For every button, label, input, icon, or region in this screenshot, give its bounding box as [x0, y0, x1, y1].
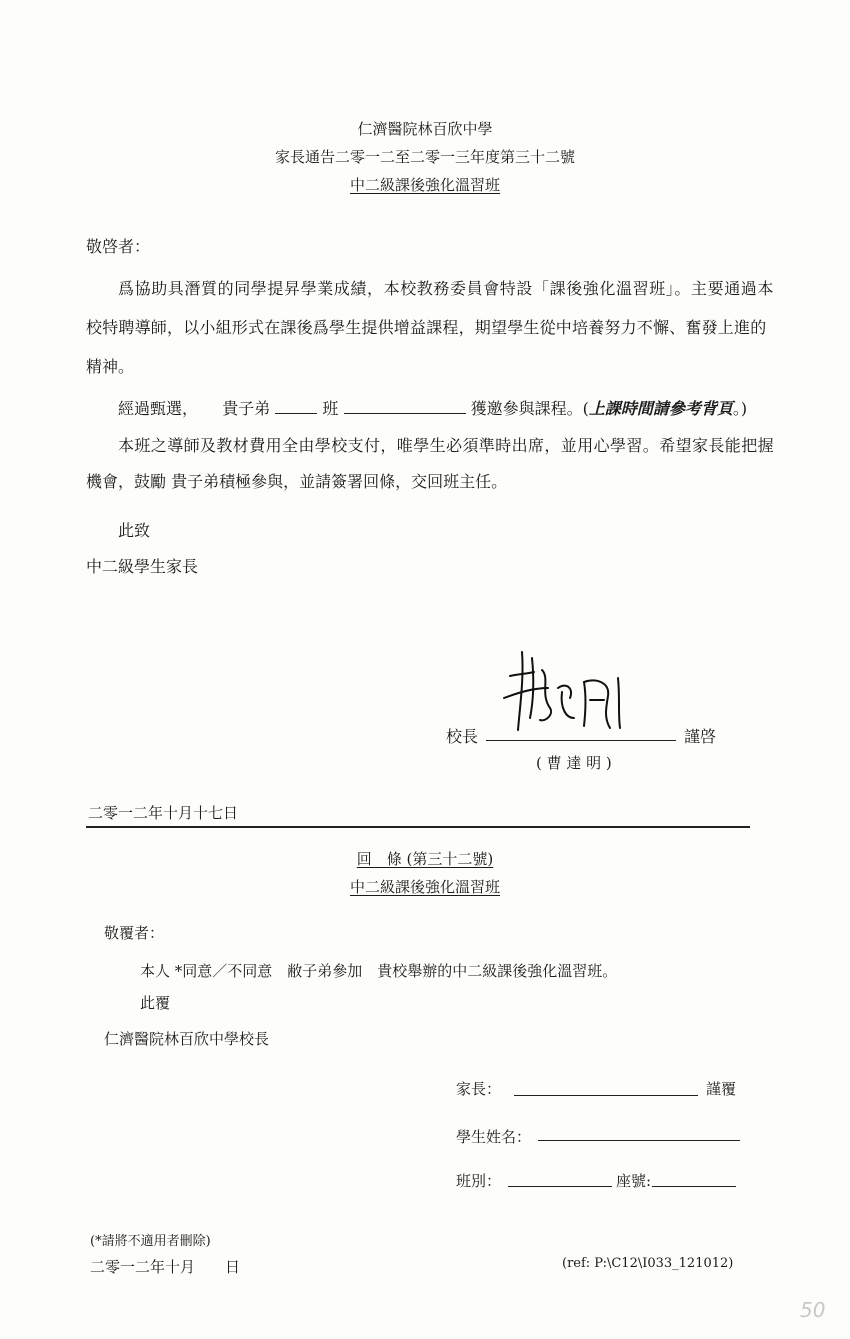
- reply-date: 二零一二年十月 日: [90, 1258, 241, 1276]
- paragraph-1-line-3: 精神。: [86, 357, 135, 376]
- class-blank[interactable]: [275, 399, 317, 414]
- recipient: 中二級學生家長: [86, 557, 199, 576]
- paragraph-2-text-e: 。): [732, 399, 748, 418]
- class-label: 班別：: [456, 1172, 502, 1190]
- reply-subject: 中二級課後強化溫習班: [349, 878, 500, 896]
- principal-signature-line: [486, 740, 676, 741]
- principal-name: ( 曹 達 明 ): [536, 754, 612, 772]
- paragraph-2-text-b: 貴子弟: [222, 399, 271, 418]
- paragraph-2-text-d: 獲邀參與課程。(: [470, 399, 589, 418]
- tear-off-divider: [86, 826, 750, 828]
- letter-date: 二零一二年十月十七日: [88, 804, 239, 822]
- salutation: 敬啓者：: [86, 237, 151, 256]
- seat-label: 座號:: [616, 1172, 652, 1190]
- parent-respect: 謹覆: [706, 1080, 737, 1098]
- reply-salutation: 敬覆者：: [104, 924, 165, 942]
- principal-respect: 謹啓: [684, 727, 717, 746]
- paragraph-1-line-2: 校特聘導師，以小組形式在課後爲學生提供增益課程，期望學生從中培養努力不懈、奮發上進的: [86, 318, 767, 337]
- parent-label: 家長：: [456, 1080, 502, 1098]
- deletion-note: (*請將不適用者刪除): [90, 1234, 211, 1249]
- corner-page-mark: 50: [800, 1298, 826, 1322]
- student-name-label: 學生姓名：: [456, 1128, 532, 1146]
- principal-signature: [500, 648, 640, 740]
- paragraph-2-text-a: 經過甄選，: [118, 399, 199, 418]
- reply-body: 本人 *同意／不同意 敝子弟參加 貴校舉辦的中二級課後強化溫習班。: [140, 962, 618, 980]
- student-name-blank[interactable]: [344, 399, 466, 414]
- reply-recipient: 仁濟醫院林百欣中學校長: [104, 1030, 270, 1048]
- paragraph-1-line-1: 爲協助具潛質的同學提昇學業成績，本校教務委員會特設「課後強化溫習班」。主要通過本: [118, 279, 775, 298]
- parent-signature-field[interactable]: [514, 1095, 698, 1096]
- reference-code: (ref: P:\C12\I033_121012): [562, 1256, 734, 1271]
- principal-label: 校長: [446, 727, 479, 746]
- student-name-field[interactable]: [538, 1140, 740, 1141]
- paragraph-2: [118, 396, 747, 419]
- closing: 此致: [118, 521, 151, 540]
- reply-title: 回 條 (第三十二號): [356, 850, 494, 868]
- paragraph-3-line-2: 機會，鼓勵 貴子弟積極參與，並請簽署回條，交回班主任。: [86, 472, 508, 491]
- paragraph-3-line-1: 本班之導師及教材費用全由學校支付，唯學生必須準時出席，並用心學習。希望家長能把握: [118, 436, 775, 455]
- paragraph-2-emphasis: 上課時間請參考背頁: [588, 399, 733, 418]
- notice-subject: 中二級課後強化溫習班: [349, 176, 500, 194]
- reply-closing: 此覆: [140, 994, 171, 1012]
- class-field[interactable]: [508, 1186, 612, 1187]
- paragraph-2-text-c: 班: [322, 399, 339, 418]
- school-name: 仁濟醫院林百欣中學: [357, 120, 493, 138]
- seat-field[interactable]: [652, 1186, 736, 1187]
- notice-number: 家長通告二零一二至二零一三年度第三十二號: [274, 148, 575, 166]
